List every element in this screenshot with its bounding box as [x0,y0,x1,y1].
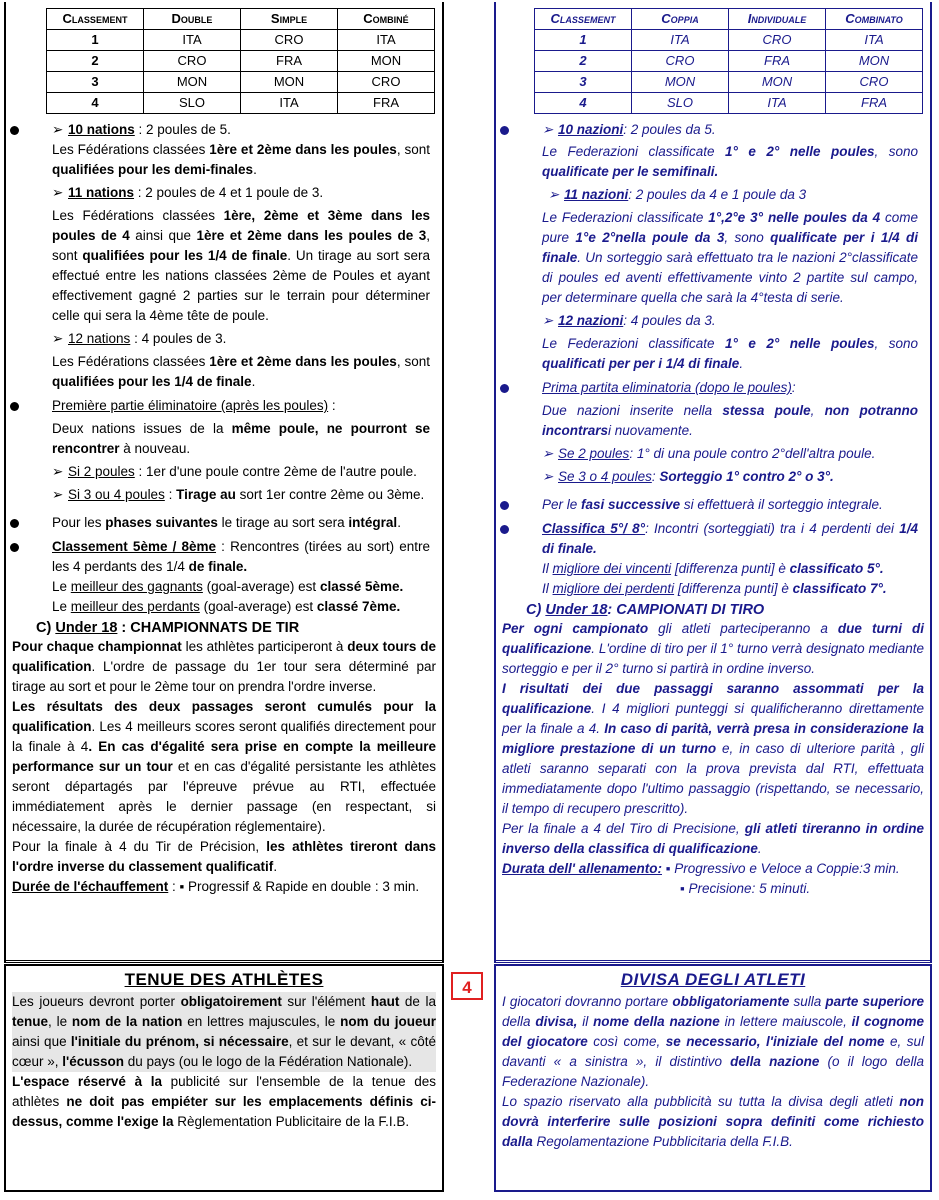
table-cell: 4 [47,93,144,114]
classement-section [6,537,442,617]
text: , et sur le devant, « côté cœur », [12,1034,436,1069]
text: les athlètes tireront dans l'ordre inverse du classement qualificatif [12,839,436,874]
text: Règlementation Publicitaire de la F.I.B. [173,1114,410,1129]
text: Il [542,581,553,596]
table-cell: MON [632,72,729,93]
tenue-box [4,964,444,1192]
text: Pour la finale à 4 du Tir de Précision, [12,839,267,854]
text: stessa poule [722,403,811,418]
table-cell: ITA [826,30,923,51]
text: i nuovamente. [608,423,693,438]
bullet-icon [500,525,509,534]
text: Per la finale a 4 del Tiro di Precisione, [502,821,745,836]
text: phases suivantes [105,515,218,530]
text: Under 18 [55,620,118,636]
text: 1ère et 2ème dans les poules de 3 [196,228,427,243]
table-cell: FRA [241,51,338,72]
text: Le [52,599,71,614]
text: ainsi que [129,228,197,243]
table-cell: CRO [632,51,729,72]
text: : 1er d'une poule contre 2ème de l'autre poule. [134,464,417,479]
text: Se 2 poules [558,446,630,461]
text: (goal-average) est [202,579,320,594]
text: migliore dei perdenti [552,581,675,596]
table-cell: 3 [47,72,144,93]
text: sulla [789,994,826,1009]
table-row [47,93,435,114]
text: deux tours de qualification [12,639,437,674]
text: l'initiale du prénom, si nécessaire [70,1034,289,1049]
text: intégral [348,515,398,530]
arrow-icon: ➢ [542,446,554,461]
text: come pure [542,210,918,245]
table-cell: MON [241,72,338,93]
text: Le [52,579,71,594]
text: Regolamentazione Pubblicitaria della F.I.B. [532,1134,793,1149]
text: gli atleti parteciperanno a [648,621,838,636]
n12-heading: 12 nations [68,331,131,346]
text: , le [48,1014,72,1029]
text: due turni di qualificazione [502,621,924,656]
text: 1ère et 2ème dans les poules [209,142,397,157]
text: , sono [874,144,918,159]
table-cell: SLO [144,93,241,114]
text: Les Fédérations classées [52,142,210,157]
bullet-icon [10,126,19,135]
text: nome della nazione [593,1014,720,1029]
text: . [739,356,744,371]
text: , sono [874,336,918,351]
text: qualificate per le semifinali. [542,164,719,179]
arrow-icon: ➢ [52,464,64,479]
text: fasi successive [581,497,681,512]
fasi-section [496,495,930,515]
text: ▪ Precisione: 5 minuti. [680,881,811,896]
table-cell: CRO [338,72,435,93]
text: : [328,398,336,413]
text: Première partie éliminatoire (après les poules) [52,398,329,413]
text: . Les 4 meilleurs scores seront qualifiés directement pour la finale à 4 [12,719,436,754]
table-row [47,30,435,51]
text: Le Federazioni classificate [542,336,725,351]
text: non potranno incontrars [542,403,918,438]
text: migliore dei vincenti [552,561,672,576]
arrow-icon: ➢ [542,122,554,137]
text: tenue [12,1014,49,1029]
text: Deux nations issues de la [52,421,232,436]
table-cell: FRA [729,51,826,72]
text: parte superiore [825,994,924,1009]
text: : [651,469,660,484]
table-row [535,93,923,114]
text: . [273,859,278,874]
text: il [577,1014,594,1029]
table-cell: 1 [535,30,632,51]
bullet-icon [500,126,509,135]
section-c-body [496,619,930,899]
arrow-icon: ➢ [52,185,64,200]
text: Under 18 [545,602,608,618]
text: Pour les [52,515,106,530]
text: qualificate per i 1/4 di finale [542,230,918,265]
text: les athlètes participeront à [181,639,348,654]
text: , sont [396,142,430,157]
text: divisa, [535,1014,578,1029]
text: qualifiées pour les demi-finales [52,162,254,177]
table-cell: SLO [632,93,729,114]
table-cell: CRO [729,30,826,51]
text: sur l'élément [281,994,371,1009]
text: : 2 poules da 5. [623,122,716,137]
text: en lettres majuscules, le [182,1014,341,1029]
italian-column [494,2,932,962]
table-cell: 3 [535,72,632,93]
text: non dovrà interferire sulle posizioni sopra definiti come richiesto dalla [502,1094,924,1149]
text: : 2 poules da 4 e 1 poule da 3 [628,187,807,202]
text: I risultati dei due passaggi saranno assommati per la qualificazione [502,681,924,716]
text: Se 3 o 4 poules [558,469,652,484]
text: l'écusson [62,1054,124,1069]
nazioni-section [496,120,930,374]
text: della nazione [730,1054,820,1069]
text: In caso di parità, verrà presa in considerazione la migliore prestazione di un turno [502,721,924,756]
text: Per ogni campionato [502,621,649,636]
arrow-icon: ➢ [52,122,64,137]
table-cell: ITA [144,30,241,51]
n10-text: : 2 poules de 5. [134,122,231,137]
text: se necessario, l'iniziale del nome [665,1034,885,1049]
text: Classifica 5°/ 8° [542,521,646,536]
bullet-icon [10,402,19,411]
text: della [502,1014,536,1029]
table-header: Simple [241,9,338,30]
text: Prima partita eliminatoria (dopo le poules) [542,380,792,395]
text: 1ère et 2ème dans les poules [209,354,397,369]
bullet-icon [10,519,19,528]
text: Tirage au [176,487,236,502]
table-cell: FRA [338,93,435,114]
text: Le Federazioni classificate [542,144,725,159]
table-cell: ITA [632,30,729,51]
text: Due nazioni inserite nella [542,403,723,418]
table-cell: MON [729,72,826,93]
text: 1° e 2° nelle poules [725,144,875,159]
text: . L'ordine di tiro per il 1° turno verrà designato mediante sorteggio e per il 2° turno si partirà in ordine inverso. [502,641,924,676]
text: : 4 poules da 3. [623,313,716,328]
text: classificato 5°. [789,561,884,576]
text: e, in caso di ulteriore parità , gli atleti saranno separati con la prova prevista dal RTI, effettuata immediatamente dopo l'ultimo passaggio (rispettando, se necessario, il tempo di recupero prescritto). [502,741,924,816]
text: classé 5ème. [319,579,404,594]
text: Classement 5ème / 8ème [52,539,217,554]
text: in lettere maiuscole, [719,1014,852,1029]
text: 11 nazioni [564,187,629,202]
text: , sont [396,354,430,369]
text: Si 2 poules [68,464,135,479]
classifica-table [534,8,923,114]
divider [494,960,932,963]
text: : CAMPIONATI DI TIRO [607,602,765,618]
elimination-section [6,396,442,505]
text: Le Federazioni classificate [542,210,709,225]
table-header: Individuale [729,9,826,30]
text: qualificati per per i 1/4 di finale [542,356,740,371]
table-cell: 2 [47,51,144,72]
tenue-title: TENUE DES ATHLÈTES [124,970,324,989]
text: C) [526,602,546,618]
table-header: Classement [535,9,632,30]
text: Per le [542,497,582,512]
text: et en cas d'égalité persistante les athlètes seront départagés par l'épreuve prévue au RTI, effectuée immédiatement après le dernier passage (en respectant, si nécessaire, la durée de récupération réglementaire). [12,759,436,834]
arrow-icon: ➢ [52,331,64,346]
table-cell: FRA [826,93,923,114]
text: ainsi que [12,1034,71,1049]
table-row [535,30,923,51]
text: Les Fédérations classées [52,208,224,223]
table-cell: MON [338,51,435,72]
text: . L'ordre de passage du 1er tour sera déterminé par tirage au sort et pour le 2ème tour on prendra l'ordre inverse. [12,659,436,694]
text: Sorteggio 1° contro 2° o 3°. [659,469,834,484]
text: à nouveau. [119,441,191,456]
bullet-icon [500,384,509,393]
text: così come, [587,1034,666,1049]
text: Les joueurs devront porter [12,994,181,1009]
text: qualifiées pour les 1/4 de finale [82,248,288,263]
text: C) [36,620,56,636]
text: : 1° di una poule contro 2°dell'altra poule. [629,446,876,461]
text: Il [542,561,553,576]
text: . [397,515,401,530]
table-row [47,72,435,93]
text: Lo spazio riservato alla pubblicità su tutta la divisa degli atleti [502,1094,900,1109]
nations-section [6,120,442,392]
text: nom de la nation [71,1014,183,1029]
arrow-icon: ➢ [52,487,64,502]
text: Les résultats des deux passages seront cumulés pour la qualification [12,699,436,734]
divisa-box [494,964,932,1192]
text: Durée de l'échauffement [12,879,169,894]
table-cell: MON [826,51,923,72]
text: . Un sorteggio sarà effettuato tra le nazioni 2°classificate di poules ed aventi effettivamente vinto 2 partite sul campo, per determinare quella che sarà la 4°testa di serie. [542,250,918,305]
table-cell: MON [144,72,241,93]
table-cell: 4 [535,93,632,114]
text: obligatoirement [180,994,282,1009]
text: 1°e 2°nella poule da 3 [575,230,725,245]
table-row [535,72,923,93]
text: , sono [724,230,771,245]
text: 1° e 2° nelle poules [725,336,875,351]
table-cell: ITA [241,93,338,114]
text: e, sul davanti « a sinistra », il distintivo [502,1034,924,1069]
text: 12 nazioni [558,313,624,328]
text: I giocatori dovranno portare [502,994,673,1009]
text: . Un tirage au sort sera effectué entre les nations classées 2ème de Poules et ayant effectivement gagné 2 parties sur le terrain pour déterminer celle qui sera la 4ème tête de poule. [52,248,430,323]
text: : Rencontres (tirées au sort) entre les 4 perdants des 1/4 [52,539,430,574]
table-row [47,51,435,72]
text: il cognome del giocatore [502,1014,924,1049]
text: meilleur des perdants [70,599,200,614]
table-header: Double [144,9,241,30]
text: . [253,162,257,177]
text: obbligatoriamente [672,994,790,1009]
text: : [791,380,796,395]
section-c-heading [36,619,442,637]
text: Pour chaque championnat [12,639,182,654]
french-column [4,2,444,962]
text: le tirage au sort sera [217,515,349,530]
text: . [251,374,256,389]
text: : Incontri (sorteggiati) tra i 4 perdenti dei [645,521,900,536]
text: publicité sur l'ensemble de la tenue des athlètes [12,1074,436,1109]
text: 1°,2°e 3° nelle poules da 4 [708,210,881,225]
bullet-icon [10,543,19,552]
table-cell: ITA [338,30,435,51]
table-cell: CRO [826,72,923,93]
table-cell: CRO [144,51,241,72]
text: Les Fédérations classées [52,354,210,369]
text: . En cas d'égalité sera prise en compte la meilleure performance sur un tour [12,739,436,774]
text: nom du joueur [340,1014,436,1029]
section-c-body [6,637,442,897]
text: . I 4 migliori punteggi si qualificheranno direttamente per la finale a 4. [502,701,924,736]
text: classé 7ème. [316,599,401,614]
text: [differenza punti] è [674,581,793,596]
eliminatoria-section [496,378,930,487]
text: haut [370,994,400,1009]
table-header: Coppia [632,9,729,30]
text: : [164,487,177,502]
text: ▪ Progressivo e Veloce a Coppie:3 min. [662,861,900,876]
table-cell: 1 [47,30,144,51]
text: meilleur des gagnants [70,579,203,594]
bullet-icon [500,501,509,510]
page-number: 4 [451,972,483,1000]
arrow-icon: ➢ [548,187,560,202]
text: ne doit pas empiéter sur les emplacements définis ci-dessus, comme l'exige la [12,1094,436,1129]
arrow-icon: ➢ [542,469,554,484]
text: sort 1er contre 2ème ou 3ème. [235,487,425,502]
text: : ▪ Progressif & Rapide en double : 3 min. [168,879,420,894]
table-header: Combinato [826,9,923,30]
table-cell: ITA [729,93,826,114]
text: 10 nazioni [558,122,624,137]
text: , sont [52,228,431,263]
arrow-icon: ➢ [542,313,554,328]
classement-table [46,8,435,114]
text: : CHAMPIONNATS DE TIR [117,620,300,636]
text: du pays (ou le logo de la Fédération Nationale). [124,1054,413,1069]
text: (goal-average) est [199,599,317,614]
classifica-section [496,519,930,599]
text: de la [399,994,436,1009]
divisa-title: DIVISA DEGLI ATLETI [620,970,806,989]
text: 1/4 di finale. [542,521,918,556]
text: Si 3 ou 4 poules [68,487,165,502]
text: . [757,841,762,856]
phases-section [6,513,442,533]
n10-heading: 10 nations [68,122,135,137]
text: classificato 7°. [792,581,887,596]
table-cell: 2 [535,51,632,72]
text: , [810,403,825,418]
text: Durata dell' allenamento: [502,861,662,876]
text: de finale. [188,559,248,574]
divider [4,960,444,963]
text: gli atleti tireranno in ordine inverso della classifica di qualificazione [502,821,924,856]
text: qualifiées pour les 1/4 de finale [52,374,252,389]
text: (o il logo della Federazione Nazionale). [502,1054,924,1089]
section-c-heading [526,601,930,619]
text: : 4 poules de 3. [130,331,227,346]
text: si effettuerà il sorteggio integrale. [680,497,883,512]
text: : 2 poules de 4 et 1 poule de 3. [134,185,324,200]
n11-heading: 11 nations [68,185,135,200]
table-header: Combiné [338,9,435,30]
table-row [535,51,923,72]
text: [differenza punti] è [671,561,790,576]
text: L'espace réservé à la [12,1074,162,1089]
text: même poule, ne pourront se rencontrer [52,421,431,456]
table-cell: CRO [241,30,338,51]
table-header: Classement [47,9,144,30]
text: 1ère, 2ème et 3ème dans les poules de 4 [52,208,430,243]
